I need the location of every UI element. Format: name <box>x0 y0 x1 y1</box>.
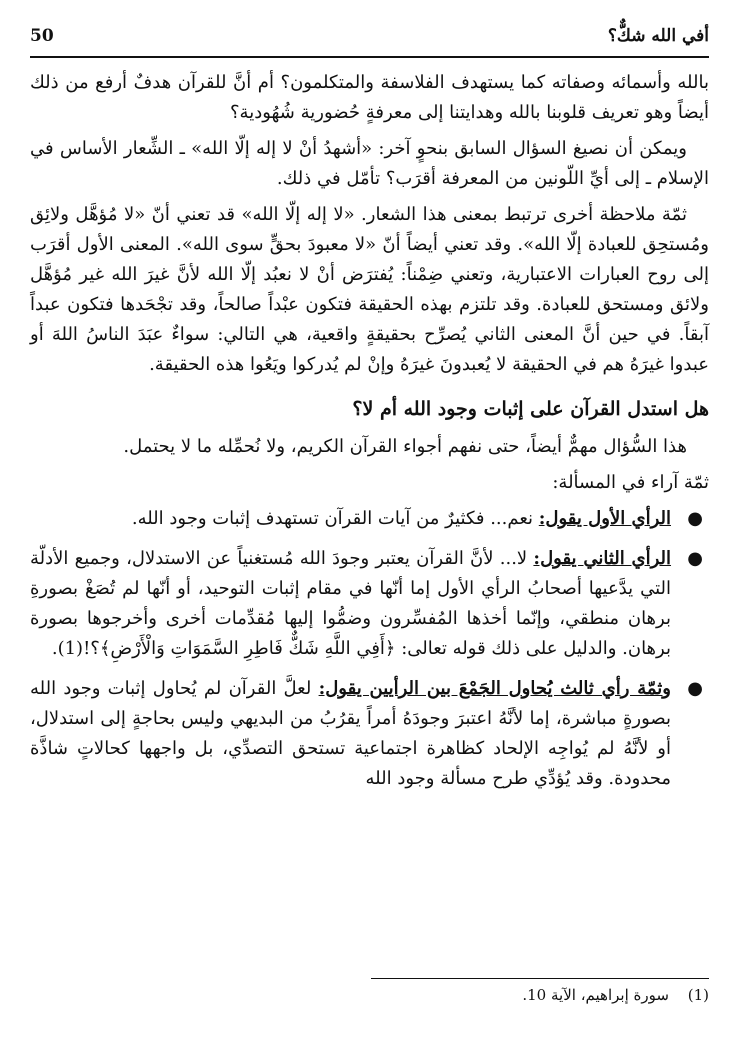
bullet-icon: ● <box>687 678 703 699</box>
opinion-text: نعم... فكثيرٌ من آيات القرآن تستهدف إثبات وجود الله. <box>131 508 539 529</box>
page-body <box>30 68 709 804</box>
footnote <box>30 986 709 1004</box>
opinion-item-3 <box>30 674 709 794</box>
opinions-list <box>30 504 709 794</box>
page-number: 50 <box>30 26 54 46</box>
opinion-lead: وثمّة رأي ثالث يُحاول الجَمْعَ بين الرأيين يقول: <box>318 678 671 699</box>
footnote-divider <box>371 978 709 979</box>
footnote-mark: (1) <box>687 986 709 1004</box>
quran-verse: ﴿أَفِي اللَّهِ شَكٌّ فَاطِرِ السَّمَوَاتِ وَالْأَرْضِ﴾ <box>99 638 396 659</box>
opinion-text: لعلَّ القرآن لم يُحاول إثبات وجود الله بصورةٍ مباشرة، إما لأنَّهُ اعتبرَ وجودَهُ أمراً يقرُبُ من البديهي وليس بحاجةٍ إلى استدلال، أو لأنَّهُ لم يُواجِه الإلحاد كظاهرة اجتماعية تستحق التصدِّي، بل واجهها كحالاتٍ شاذَّة محدودة. وقد يُؤدِّي طرح مسألة وجود الله <box>30 678 671 789</box>
opinion-item-2 <box>30 544 709 664</box>
section-intro: هذا السُّؤال مهمٌّ أيضاً، حتى نفهم أجواء القرآن الكريم، ولا نُحمِّله ما لا يحتمل. <box>123 436 687 457</box>
opinion-lead: الرأي الثاني يقول: <box>533 548 672 569</box>
page-header <box>30 22 709 58</box>
opinion-lead: الرأي الأول يقول: <box>538 508 671 529</box>
bullet-icon: ● <box>687 548 703 569</box>
opinion-text: لا... لأنَّ القرآن يعتبر وجودَ الله مُستغنياً عن الاستدلال، وجميع الأدلّة التي يدَّعيها أصحابُ الرأي الأول إما أنّها في مقام إثبات التوحيد، أو أنّها لم تُصَغْ بصورةِ برهان منطقي، وإنّما أخذها المُفسِّرون وضمُّوا إليها مُقدِّمات أخرى وأخرجوها بصورة برهان. والدليل على ذلك قوله تعالى: <box>30 548 671 659</box>
paragraph-2: ويمكن أن نصيغ السؤال السابق بنحوٍ آخر: «أشهدُ أنْ لا إله إلّا الله» ـ الشِّعار الأساس في الإسلام ـ إلى أيِّ اللّونين من المعرفة أقرَب؟ تأمّل في ذلك. <box>30 138 709 189</box>
paragraph-3: ثمّة ملاحظة أخرى ترتبط بمعنى هذا الشعار. «لا إله إلّا الله» قد تعني أنّ «لا مُؤهَّل ولائِق ومُستحِق للعبادة إلّا الله». وقد تعني أيضاً أنّ «لا معبودَ بحقٍّ سوى الله». المعنى الأول أقرَب إلى روح العبارات الاعتبارية، وتعني ضِمْناً: يُفترَض أنْ لا نعبُد إلّا الله لأنَّ غيرَ الله غير مُؤهَّل ولائق ومستحق للعبادة. وقد تلتزم بهذه الحقيقة فتكون عبْداً صالحاً، وقد تجْحَدها فتكون عبداً آبقاً. في حين أنَّ المعنى الثاني يُصرِّح بحقيقةٍ واقعية، هي التالي: سواءٌ عبَدَ الناسُ اللهَ أو عبدوا غيرَهُ هم في الحقيقة لا يُعبدونَ غيرَهُ وإنْ لم يُدركوا ويَعُوا هذه الحقيقة. <box>30 204 709 375</box>
paragraph-1: بالله وأسمائه وصفاته كما يستهدف الفلاسفة والمتكلمون؟ أم أنَّ للقرآن هدفٌ أرفع من ذلك أيضاً وهو تعريف قلوبنا بالله وهدايتنا إلى معرفةٍ حُضورية شُهُودية؟ <box>30 72 709 123</box>
opinion-item-1 <box>30 504 709 534</box>
opinion-tail: ؟!(1). <box>51 638 100 659</box>
bullet-icon: ● <box>687 508 703 529</box>
running-title: أفي الله شكٌّ؟ <box>607 26 709 46</box>
section-heading: هل استدل القرآن على إثبات وجود الله أم لا؟ <box>352 398 709 420</box>
footnote-text: سورة إبراهيم، الآية 10. <box>522 986 669 1004</box>
opinions-label: ثمّة آراء في المسألة: <box>552 472 709 493</box>
